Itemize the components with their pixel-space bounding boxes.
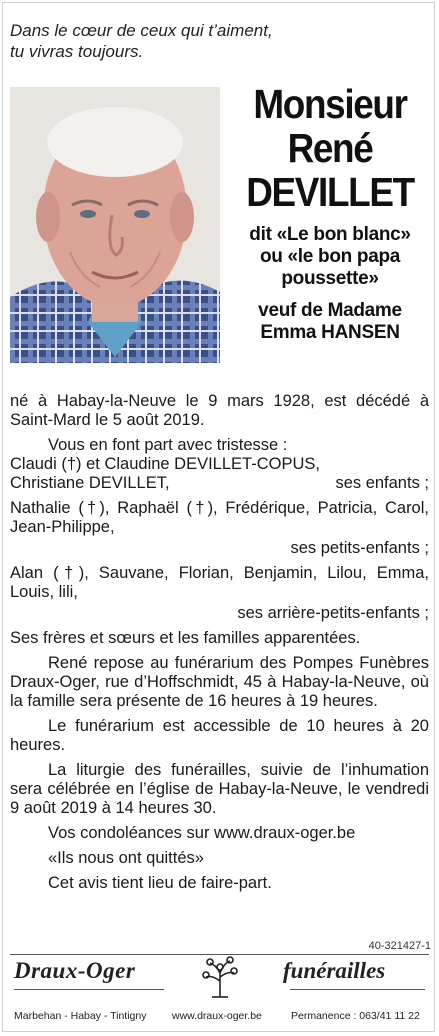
portrait-photo — [10, 87, 220, 363]
title-block — [224, 82, 436, 344]
portrait-illustration — [10, 87, 220, 363]
tree-icon — [198, 955, 242, 999]
access-paragraph: Le funérarium est accessible de 10 heures à 20 heures. — [10, 717, 429, 754]
epigraph-line: tu vivras toujours. — [10, 42, 144, 61]
notice-body — [10, 392, 429, 899]
siblings-paragraph: Ses frères et sœurs et les familles apparentées. — [10, 629, 361, 647]
nickname-line: ou «le bon papa — [259, 246, 401, 267]
children-line: Claudi (†) et Claudine DEVILLET-COPUS, — [10, 455, 320, 473]
epigraph — [10, 20, 330, 62]
funerailles-label: funérailles — [283, 958, 386, 983]
widower-line: veuf de Madame — [258, 300, 402, 321]
condolences-paragraph: Vos condoléances sur www.draux-oger.be — [48, 824, 356, 842]
footer-phone: Permanence : 063/41 11 22 — [291, 1010, 420, 1022]
birth-paragraph: né à Habay-la-Neuve le 9 mars 1928, est décédé à Saint-Mard le 5 août 2019. — [10, 392, 429, 429]
notice-paragraph: Cet avis tient lieu de faire-part. — [48, 874, 272, 892]
grandchildren-paragraph: Nathalie (†), Raphaël (†), Frédérique, Patricia, Carol, Jean-Philippe, — [10, 499, 429, 536]
liturgy-paragraph: La liturgie des funérailles, suivie de l’inhumation sera célébrée en l’église de Habay-la-Neuve, le vendredi 9 août 2019 à 14 heures 30. — [10, 761, 429, 817]
brand-underline — [14, 989, 164, 990]
grandchildren-label: ses petits-enfants ; — [290, 539, 429, 557]
nickname-line: poussette» — [281, 268, 379, 289]
title-lastname: DEVILLET — [246, 169, 414, 215]
title-honorific: Monsieur — [253, 81, 407, 127]
children-row — [10, 474, 429, 493]
footer-locations: Marbehan - Habay - Tintigny — [14, 1010, 147, 1022]
quote-paragraph: «Ils nous ont quittés» — [48, 849, 204, 867]
rests-paragraph: René repose au funérarium des Pompes Funèbres Draux-Oger, rue d’Hoffschmidt, 45 à Habay-la-Neuve, où la famille sera présente de 16 heures à 19 heures. — [10, 654, 429, 710]
reference-number: 40-321427-1 — [368, 940, 431, 952]
nickname-line: dit «Le bon blanc» — [249, 224, 411, 245]
announce-paragraph: Vous en font part avec tristesse : — [48, 436, 288, 454]
children-label: ses enfants ; — [335, 474, 429, 492]
greatgrandchildren-label: ses arrière-petits-enfants ; — [237, 604, 429, 622]
children-line: Christiane DEVILLET, — [10, 474, 170, 492]
widower-line: Emma HANSEN — [260, 322, 400, 343]
brand-name: Draux-Oger — [14, 958, 136, 983]
epigraph-line: Dans le cœur de ceux qui t’aiment, — [10, 21, 273, 40]
footer-website[interactable]: www.draux-oger.be — [172, 1010, 262, 1022]
greatgrandchildren-paragraph: Alan (†), Sauvane, Florian, Benjamin, Lilou, Emma, Louis, lili, — [10, 564, 429, 601]
funerailles-underline — [290, 989, 425, 990]
title-firstname: René — [287, 125, 373, 171]
